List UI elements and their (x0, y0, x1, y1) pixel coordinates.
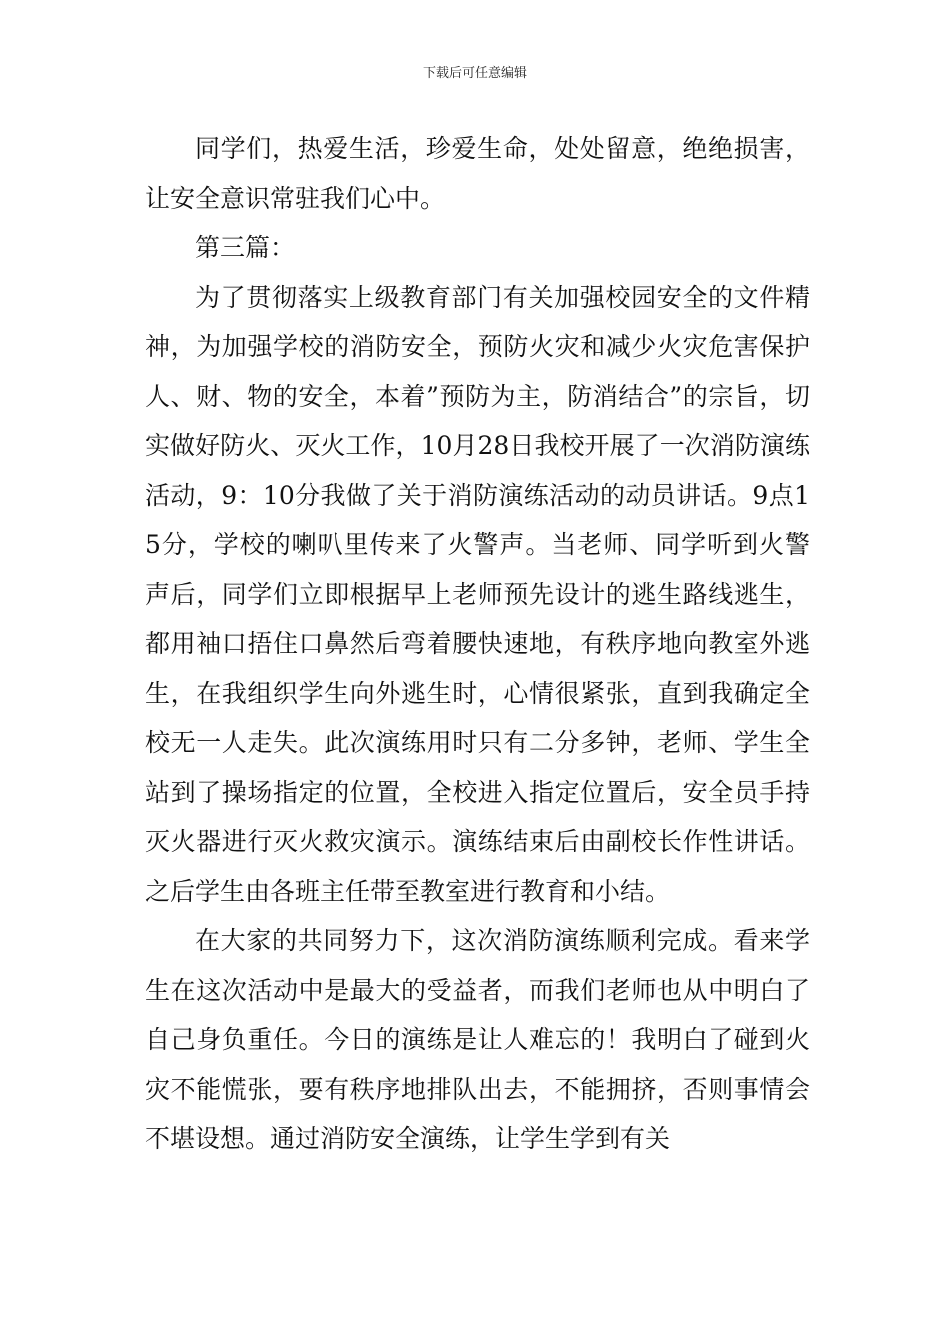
paragraph-closing-remark: 同学们，热爱生活，珍爱生命，处处留意，绝绝损害，让安全意识常驻我们心中。 (145, 134, 810, 213)
paragraph-drill-reflection: 在大家的共同努力下，这次消防演练顺利完成。看来学生在这次活动中是最大的受益者，而我们老师也从中明白了自己身负重任。今日的演练是让人难忘的！我明白了碰到火灾不能慌张，要有秩序地排队出去，不能拥挤，否则事情会不堪设想。通过消防安全演练，让学生学到有关 (145, 926, 810, 1153)
document-body (145, 124, 810, 1164)
section-heading: 第三篇： (195, 233, 296, 262)
page-header: 下载后可任意编辑 (422, 66, 527, 81)
paragraph-drill-account: 为了贯彻落实上级教育部门有关加强校园安全的文件精神，为加强学校的消防安全，预防火灾和减少火灾危害保护人、财、物的安全，本着”预防为主，防消结合”的宗旨，切实做好防火、灭火工作，10月28日我校开展了一次消防演练活动，9：10分我做了关于消防演练活动的动员讲话。9点15分，学校的喇叭里传来了火警声。当老师、同学听到火警声后，同学们立即根据早上老师预先设计的逃生路线逃生，都用袖口捂住口鼻然后弯着腰快速地，有秩序地向教室外逃生，在我组织学生向外逃生时，心情很紧张，直到我确定全校无一人走失。此次演练用时只有二分多钟，老师、学生全站到了操场指定的位置，全校进入指定位置后，安全员手持灭火器进行灭火救灾演示。演练结束后由副校长作性讲话。之后学生由各班主任带至教室进行教育和小结。 (145, 282, 810, 906)
